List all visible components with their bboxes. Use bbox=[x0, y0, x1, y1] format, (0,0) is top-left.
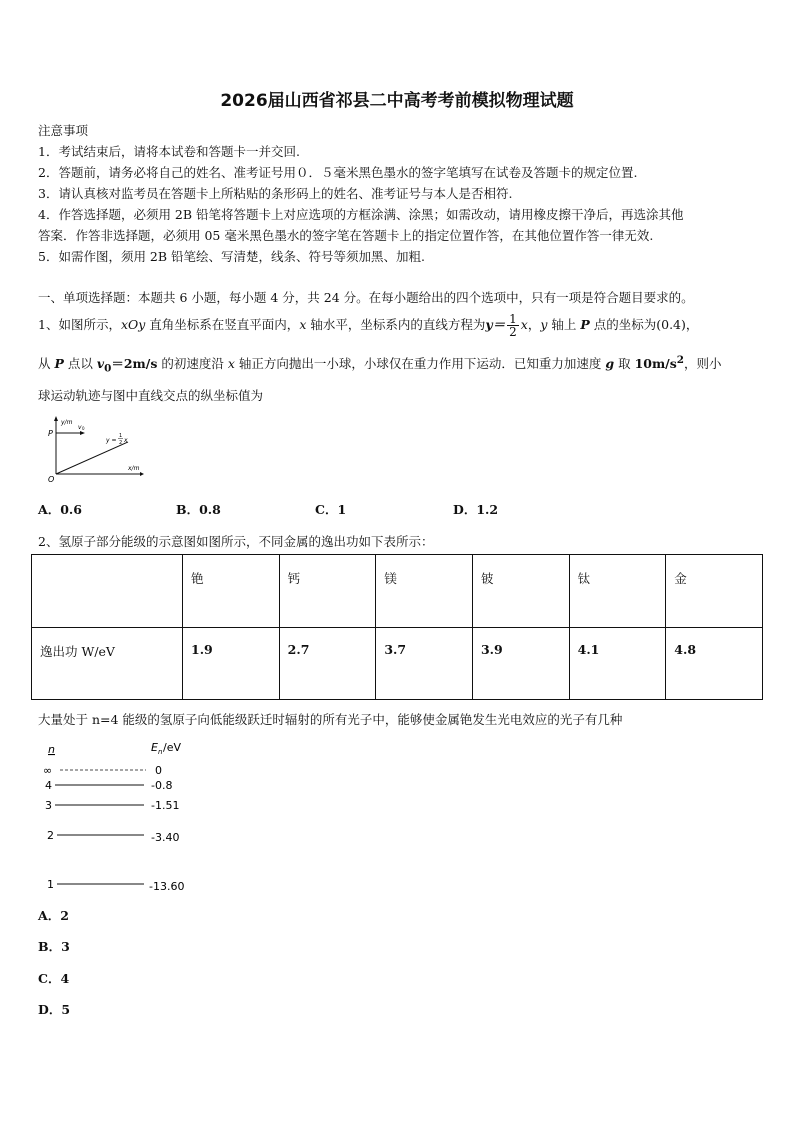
notice-item: 答案．作答非选择题，必须用 05 毫米黑色墨水的签字笔在答题卡上的指定位置作答，在其他位置作答一律无效. bbox=[38, 228, 654, 243]
q1-text: xOy bbox=[120, 317, 146, 332]
q2-option-d[interactable]: D．5 bbox=[38, 1002, 71, 1017]
q1-text: 1、如图所示， bbox=[38, 317, 121, 332]
q1-text: 10m/s bbox=[634, 356, 677, 372]
notice-item: 3．请认真核对监考员在答题卡上所粘贴的条形码上的姓名、准考证号与本人是否相符. bbox=[38, 186, 513, 201]
level-e-4: -0.8 bbox=[151, 779, 173, 792]
level-e-2: -3.40 bbox=[151, 831, 180, 844]
q1-text: 点以 bbox=[63, 356, 97, 372]
q1-stem-line1 bbox=[38, 312, 698, 338]
fraction-denominator: 2 bbox=[509, 325, 517, 339]
q2-stem: 2、氢原子部分能级的示意图如图所示，不同金属的逸出功如下表所示： bbox=[38, 534, 434, 549]
work-function-table bbox=[31, 554, 763, 700]
equation-fraction bbox=[507, 313, 519, 338]
table-cell: 4.1 bbox=[569, 627, 666, 700]
q1-text: 轴正方向抛出一小球，小球仅在重力作用下运动．已知重力加速度 bbox=[234, 356, 606, 372]
q1-text: ， bbox=[527, 317, 541, 332]
line-label-rhs: x bbox=[124, 437, 128, 444]
table-cell: 3.9 bbox=[472, 627, 569, 700]
e-unit: /eV bbox=[163, 741, 181, 754]
table-header-cell: 镁 bbox=[376, 555, 473, 628]
q1-text: ，则小 bbox=[684, 356, 722, 372]
q1-option-a[interactable]: A．0.6 bbox=[38, 502, 82, 517]
notice-item: 5．如需作图，须用 2B 铅笔绘、写清楚，线条、符号等须加黑、加粗. bbox=[38, 249, 426, 264]
q2-question: 大量处于 n=4 能级的氢原子向低能级跃迁时辐射的所有光子中，能够使金属铯发生光电效应的光子有几种 bbox=[38, 712, 623, 727]
q1-text: y bbox=[540, 317, 548, 332]
q1-text: 点的坐标为(0.4)， bbox=[589, 317, 699, 332]
table-header-cell: 钛 bbox=[569, 555, 666, 628]
level-n-4: 4 bbox=[45, 779, 52, 792]
velocity-arrowhead bbox=[80, 431, 85, 435]
q1-text: P bbox=[54, 356, 64, 372]
q1-text: 2 bbox=[676, 354, 685, 366]
q1-text: 轴水平，坐标系内的直线方程为 bbox=[306, 317, 486, 332]
level-n-2: 2 bbox=[47, 829, 54, 842]
line-label-num: 1 bbox=[119, 433, 123, 439]
level-n-inf: ∞ bbox=[43, 764, 53, 777]
fraction-numerator: 1 bbox=[509, 312, 517, 326]
equation-lhs: y＝ bbox=[485, 317, 506, 332]
q1-text: 直角坐标系在竖直平面内， bbox=[145, 317, 300, 332]
q1-stem-line2 bbox=[38, 354, 722, 375]
q1-option-c[interactable]: C．1 bbox=[315, 502, 347, 517]
q1-text: v bbox=[96, 356, 105, 372]
q1-text: 取 bbox=[614, 356, 635, 372]
line-label-lhs: y = bbox=[106, 437, 117, 444]
point-p-label: P bbox=[48, 429, 53, 438]
q2-option-b[interactable]: B．3 bbox=[38, 939, 70, 954]
line-y-half-x bbox=[56, 442, 128, 474]
table-cell-empty bbox=[32, 555, 183, 628]
x-axis-arrow bbox=[140, 472, 144, 476]
equation-rhs: x bbox=[520, 317, 528, 332]
q1-figure bbox=[40, 414, 150, 486]
level-e-3: -1.51 bbox=[151, 799, 180, 812]
e-subscript: n bbox=[158, 748, 163, 756]
q1-text: 的初速度沿 bbox=[157, 356, 228, 372]
notice-item: 2．答题前，请务必将自己的姓名、准考证号用０．５毫米黑色墨水的签字笔填写在试卷及答题卡的规定位置. bbox=[38, 165, 638, 180]
velocity-subscript: 0 bbox=[82, 426, 85, 431]
q1-option-d[interactable]: D．1.2 bbox=[453, 502, 499, 517]
table-row bbox=[32, 555, 763, 628]
x-axis-label: x/m bbox=[128, 465, 140, 472]
y-axis-arrow bbox=[54, 416, 58, 421]
page-title: 2026届山西省祁县二中高考考前模拟物理试题 bbox=[220, 91, 574, 111]
level-e-inf: 0 bbox=[155, 764, 162, 777]
q2-option-a[interactable]: A．2 bbox=[38, 908, 69, 923]
y-axis-label: y/m bbox=[61, 419, 73, 426]
q1-text: 从 bbox=[38, 356, 55, 372]
table-cell: 1.9 bbox=[183, 627, 280, 700]
notice-item: 4．作答选择题，必须用 2B 铅笔将答题卡上对应选项的方框涂满、涂黑；如需改动，请用橡皮擦干净后，再选涂其他 bbox=[38, 207, 684, 222]
q1-option-b[interactable]: B．0.8 bbox=[176, 502, 221, 517]
energy-level-diagram bbox=[38, 738, 208, 898]
q1-text: ＝2m/s bbox=[111, 356, 158, 372]
n-label: n bbox=[48, 743, 55, 756]
q2-option-c[interactable]: C．4 bbox=[38, 971, 70, 986]
table-row bbox=[32, 627, 763, 700]
table-header-cell: 铯 bbox=[183, 555, 280, 628]
table-header-cell: 铍 bbox=[472, 555, 569, 628]
q1-text: 轴上 bbox=[547, 317, 581, 332]
q1-text: x bbox=[299, 317, 307, 332]
notice-item: 1．考试结束后，请将本试卷和答题卡一并交回. bbox=[38, 144, 300, 159]
q1-text: g bbox=[605, 356, 615, 372]
table-header-cell: 金 bbox=[666, 555, 763, 628]
table-cell: 2.7 bbox=[279, 627, 376, 700]
level-n-1: 1 bbox=[47, 878, 54, 891]
table-cell: 4.8 bbox=[666, 627, 763, 700]
q1-text: x bbox=[227, 356, 235, 372]
table-header-cell: 钙 bbox=[279, 555, 376, 628]
level-e-1: -13.60 bbox=[149, 880, 185, 893]
origin-label: O bbox=[48, 475, 55, 484]
q1-text: P bbox=[580, 317, 590, 332]
velocity-label: v bbox=[78, 424, 82, 431]
level-n-3: 3 bbox=[45, 799, 52, 812]
section-heading: 一、单项选择题：本题共 6 小题，每小题 4 分，共 24 分。在每小题给出的四个选项中，只有一项是符合题目要求的。 bbox=[38, 290, 694, 305]
notice-heading: 注意事项 bbox=[38, 123, 89, 138]
line-label-den: 2 bbox=[119, 440, 123, 446]
table-row-label: 逸出功 W/eV bbox=[32, 627, 183, 700]
table-cell: 3.7 bbox=[376, 627, 473, 700]
e-label: E bbox=[151, 741, 158, 754]
q1-stem-line3: 球运动轨迹与图中直线交点的纵坐标值为 bbox=[38, 388, 264, 403]
q1-text: 0 bbox=[104, 362, 112, 375]
